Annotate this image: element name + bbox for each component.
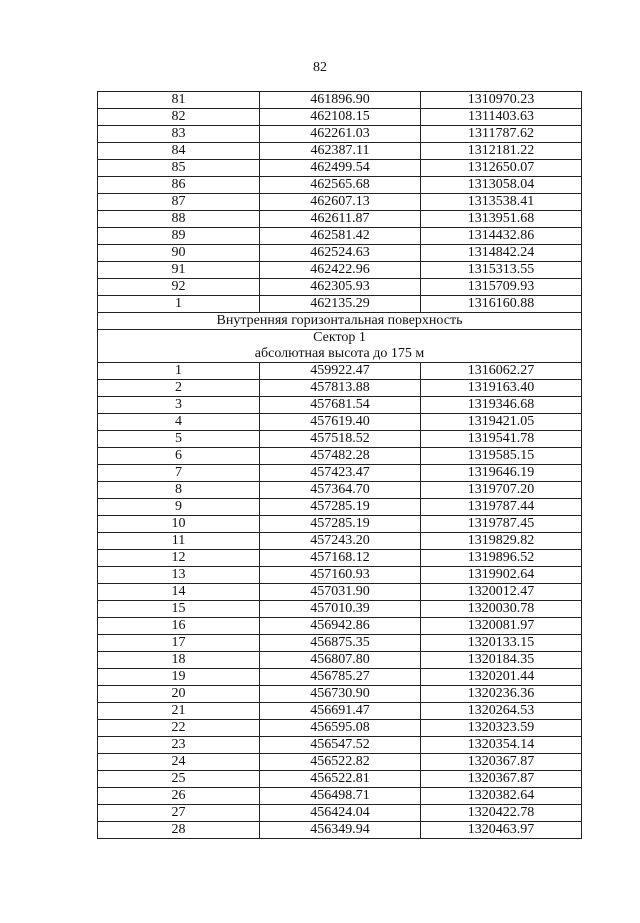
table-row	[98, 482, 582, 499]
x-coordinate: 456875.35	[260, 635, 421, 652]
point-number: 10	[98, 516, 260, 533]
x-coordinate: 456522.82	[260, 754, 421, 771]
y-coordinate: 1320030.78	[421, 601, 582, 618]
table-row	[98, 177, 582, 194]
y-coordinate: 1320264.53	[421, 703, 582, 720]
sector-row	[98, 330, 582, 363]
table-row	[98, 618, 582, 635]
x-coordinate: 456522.81	[260, 771, 421, 788]
y-coordinate: 1311787.62	[421, 126, 582, 143]
y-coordinate: 1316160.88	[421, 296, 582, 313]
x-coordinate: 462581.42	[260, 228, 421, 245]
table-row	[98, 380, 582, 397]
table-row	[98, 431, 582, 448]
y-coordinate: 1319787.44	[421, 499, 582, 516]
table-row	[98, 448, 582, 465]
y-coordinate: 1319896.52	[421, 550, 582, 567]
table-row	[98, 652, 582, 669]
point-number: 25	[98, 771, 260, 788]
y-coordinate: 1316062.27	[421, 363, 582, 380]
point-number: 84	[98, 143, 260, 160]
y-coordinate: 1314842.24	[421, 245, 582, 262]
table-row	[98, 211, 582, 228]
point-number: 13	[98, 567, 260, 584]
table-row	[98, 550, 582, 567]
table-row	[98, 465, 582, 482]
x-coordinate: 457364.70	[260, 482, 421, 499]
table-row	[98, 262, 582, 279]
y-coordinate: 1315313.55	[421, 262, 582, 279]
y-coordinate: 1320201.44	[421, 669, 582, 686]
point-number: 14	[98, 584, 260, 601]
table-row	[98, 160, 582, 177]
point-number: 1	[98, 363, 260, 380]
x-coordinate: 457243.20	[260, 533, 421, 550]
point-number: 12	[98, 550, 260, 567]
table-row	[98, 245, 582, 262]
x-coordinate: 457813.88	[260, 380, 421, 397]
group2-rows	[98, 363, 582, 839]
point-number: 4	[98, 414, 260, 431]
point-number: 16	[98, 618, 260, 635]
x-coordinate: 456942.86	[260, 618, 421, 635]
x-coordinate: 457681.54	[260, 397, 421, 414]
table-row	[98, 279, 582, 296]
section-title: Внутренняя горизонтальная поверхность	[98, 313, 582, 330]
x-coordinate: 462387.11	[260, 143, 421, 160]
coordinates-table	[97, 91, 582, 839]
point-number: 22	[98, 720, 260, 737]
table-row	[98, 296, 582, 313]
point-number: 15	[98, 601, 260, 618]
x-coordinate: 457518.52	[260, 431, 421, 448]
point-number: 88	[98, 211, 260, 228]
table-row	[98, 228, 582, 245]
point-number: 85	[98, 160, 260, 177]
y-coordinate: 1319707.20	[421, 482, 582, 499]
point-number: 82	[98, 109, 260, 126]
sector-title: Сектор 1	[313, 330, 366, 345]
y-coordinate: 1320133.15	[421, 635, 582, 652]
page-number: 82	[313, 60, 327, 75]
y-coordinate: 1319163.40	[421, 380, 582, 397]
point-number: 27	[98, 805, 260, 822]
y-coordinate: 1311403.63	[421, 109, 582, 126]
table-row	[98, 635, 582, 652]
point-number: 6	[98, 448, 260, 465]
point-number: 87	[98, 194, 260, 211]
y-coordinate: 1319421.05	[421, 414, 582, 431]
x-coordinate: 456807.80	[260, 652, 421, 669]
group1-rows	[98, 92, 582, 313]
x-coordinate: 462524.63	[260, 245, 421, 262]
table-row	[98, 397, 582, 414]
table-row	[98, 363, 582, 380]
x-coordinate: 457031.90	[260, 584, 421, 601]
y-coordinate: 1310970.23	[421, 92, 582, 109]
y-coordinate: 1320081.97	[421, 618, 582, 635]
point-number: 92	[98, 279, 260, 296]
y-coordinate: 1320367.87	[421, 754, 582, 771]
y-coordinate: 1319541.78	[421, 431, 582, 448]
sector-subtitle: абсолютная высота до 175 м	[254, 346, 425, 361]
y-coordinate: 1319346.68	[421, 397, 582, 414]
x-coordinate: 456691.47	[260, 703, 421, 720]
x-coordinate: 456498.71	[260, 788, 421, 805]
x-coordinate: 456785.27	[260, 669, 421, 686]
y-coordinate: 1320184.35	[421, 652, 582, 669]
y-coordinate: 1312650.07	[421, 160, 582, 177]
x-coordinate: 457619.40	[260, 414, 421, 431]
table-row	[98, 754, 582, 771]
x-coordinate: 462607.13	[260, 194, 421, 211]
x-coordinate: 462261.03	[260, 126, 421, 143]
x-coordinate: 457168.12	[260, 550, 421, 567]
table-row	[98, 601, 582, 618]
point-number: 91	[98, 262, 260, 279]
sector-cell	[98, 330, 582, 363]
y-coordinate: 1320422.78	[421, 805, 582, 822]
point-number: 90	[98, 245, 260, 262]
x-coordinate: 461896.90	[260, 92, 421, 109]
table-row	[98, 143, 582, 160]
y-coordinate: 1320367.87	[421, 771, 582, 788]
table-row	[98, 567, 582, 584]
point-number: 20	[98, 686, 260, 703]
y-coordinate: 1313951.68	[421, 211, 582, 228]
y-coordinate: 1320463.97	[421, 822, 582, 839]
table-row	[98, 499, 582, 516]
point-number: 3	[98, 397, 260, 414]
point-number: 86	[98, 177, 260, 194]
point-number: 7	[98, 465, 260, 482]
table-row	[98, 414, 582, 431]
x-coordinate: 462565.68	[260, 177, 421, 194]
point-number: 23	[98, 737, 260, 754]
table-row	[98, 109, 582, 126]
table-row	[98, 771, 582, 788]
y-coordinate: 1320012.47	[421, 584, 582, 601]
table-row	[98, 533, 582, 550]
x-coordinate: 456424.04	[260, 805, 421, 822]
x-coordinate: 457010.39	[260, 601, 421, 618]
x-coordinate: 462305.93	[260, 279, 421, 296]
point-number: 9	[98, 499, 260, 516]
y-coordinate: 1320382.64	[421, 788, 582, 805]
x-coordinate: 462499.54	[260, 160, 421, 177]
y-coordinate: 1313058.04	[421, 177, 582, 194]
y-coordinate: 1320323.59	[421, 720, 582, 737]
point-number: 17	[98, 635, 260, 652]
table-row	[98, 669, 582, 686]
section-header	[98, 313, 582, 363]
y-coordinate: 1319902.64	[421, 567, 582, 584]
x-coordinate: 456730.90	[260, 686, 421, 703]
point-number: 5	[98, 431, 260, 448]
table-row	[98, 686, 582, 703]
x-coordinate: 462108.15	[260, 109, 421, 126]
point-number: 28	[98, 822, 260, 839]
table-row	[98, 788, 582, 805]
y-coordinate: 1313538.41	[421, 194, 582, 211]
x-coordinate: 459922.47	[260, 363, 421, 380]
x-coordinate: 462135.29	[260, 296, 421, 313]
table-row	[98, 805, 582, 822]
point-number: 26	[98, 788, 260, 805]
point-number: 2	[98, 380, 260, 397]
x-coordinate: 456349.94	[260, 822, 421, 839]
x-coordinate: 457285.19	[260, 516, 421, 533]
y-coordinate: 1314432.86	[421, 228, 582, 245]
y-coordinate: 1315709.93	[421, 279, 582, 296]
table-row	[98, 516, 582, 533]
y-coordinate: 1319829.82	[421, 533, 582, 550]
x-coordinate: 462422.96	[260, 262, 421, 279]
x-coordinate: 456595.08	[260, 720, 421, 737]
y-coordinate: 1320354.14	[421, 737, 582, 754]
point-number: 8	[98, 482, 260, 499]
table-row	[98, 822, 582, 839]
point-number: 24	[98, 754, 260, 771]
point-number: 89	[98, 228, 260, 245]
x-coordinate: 456547.52	[260, 737, 421, 754]
x-coordinate: 457423.47	[260, 465, 421, 482]
x-coordinate: 457482.28	[260, 448, 421, 465]
y-coordinate: 1312181.22	[421, 143, 582, 160]
point-number: 81	[98, 92, 260, 109]
point-number: 11	[98, 533, 260, 550]
point-number: 1	[98, 296, 260, 313]
point-number: 83	[98, 126, 260, 143]
table-row	[98, 737, 582, 754]
y-coordinate: 1320236.36	[421, 686, 582, 703]
x-coordinate: 462611.87	[260, 211, 421, 228]
x-coordinate: 457285.19	[260, 499, 421, 516]
y-coordinate: 1319787.45	[421, 516, 582, 533]
table-row	[98, 720, 582, 737]
table-row	[98, 703, 582, 720]
point-number: 19	[98, 669, 260, 686]
point-number: 21	[98, 703, 260, 720]
point-number: 18	[98, 652, 260, 669]
y-coordinate: 1319585.15	[421, 448, 582, 465]
table-row	[98, 126, 582, 143]
x-coordinate: 457160.93	[260, 567, 421, 584]
section-title-row	[98, 313, 582, 330]
y-coordinate: 1319646.19	[421, 465, 582, 482]
table-row	[98, 194, 582, 211]
table-row	[98, 584, 582, 601]
table-row	[98, 92, 582, 109]
